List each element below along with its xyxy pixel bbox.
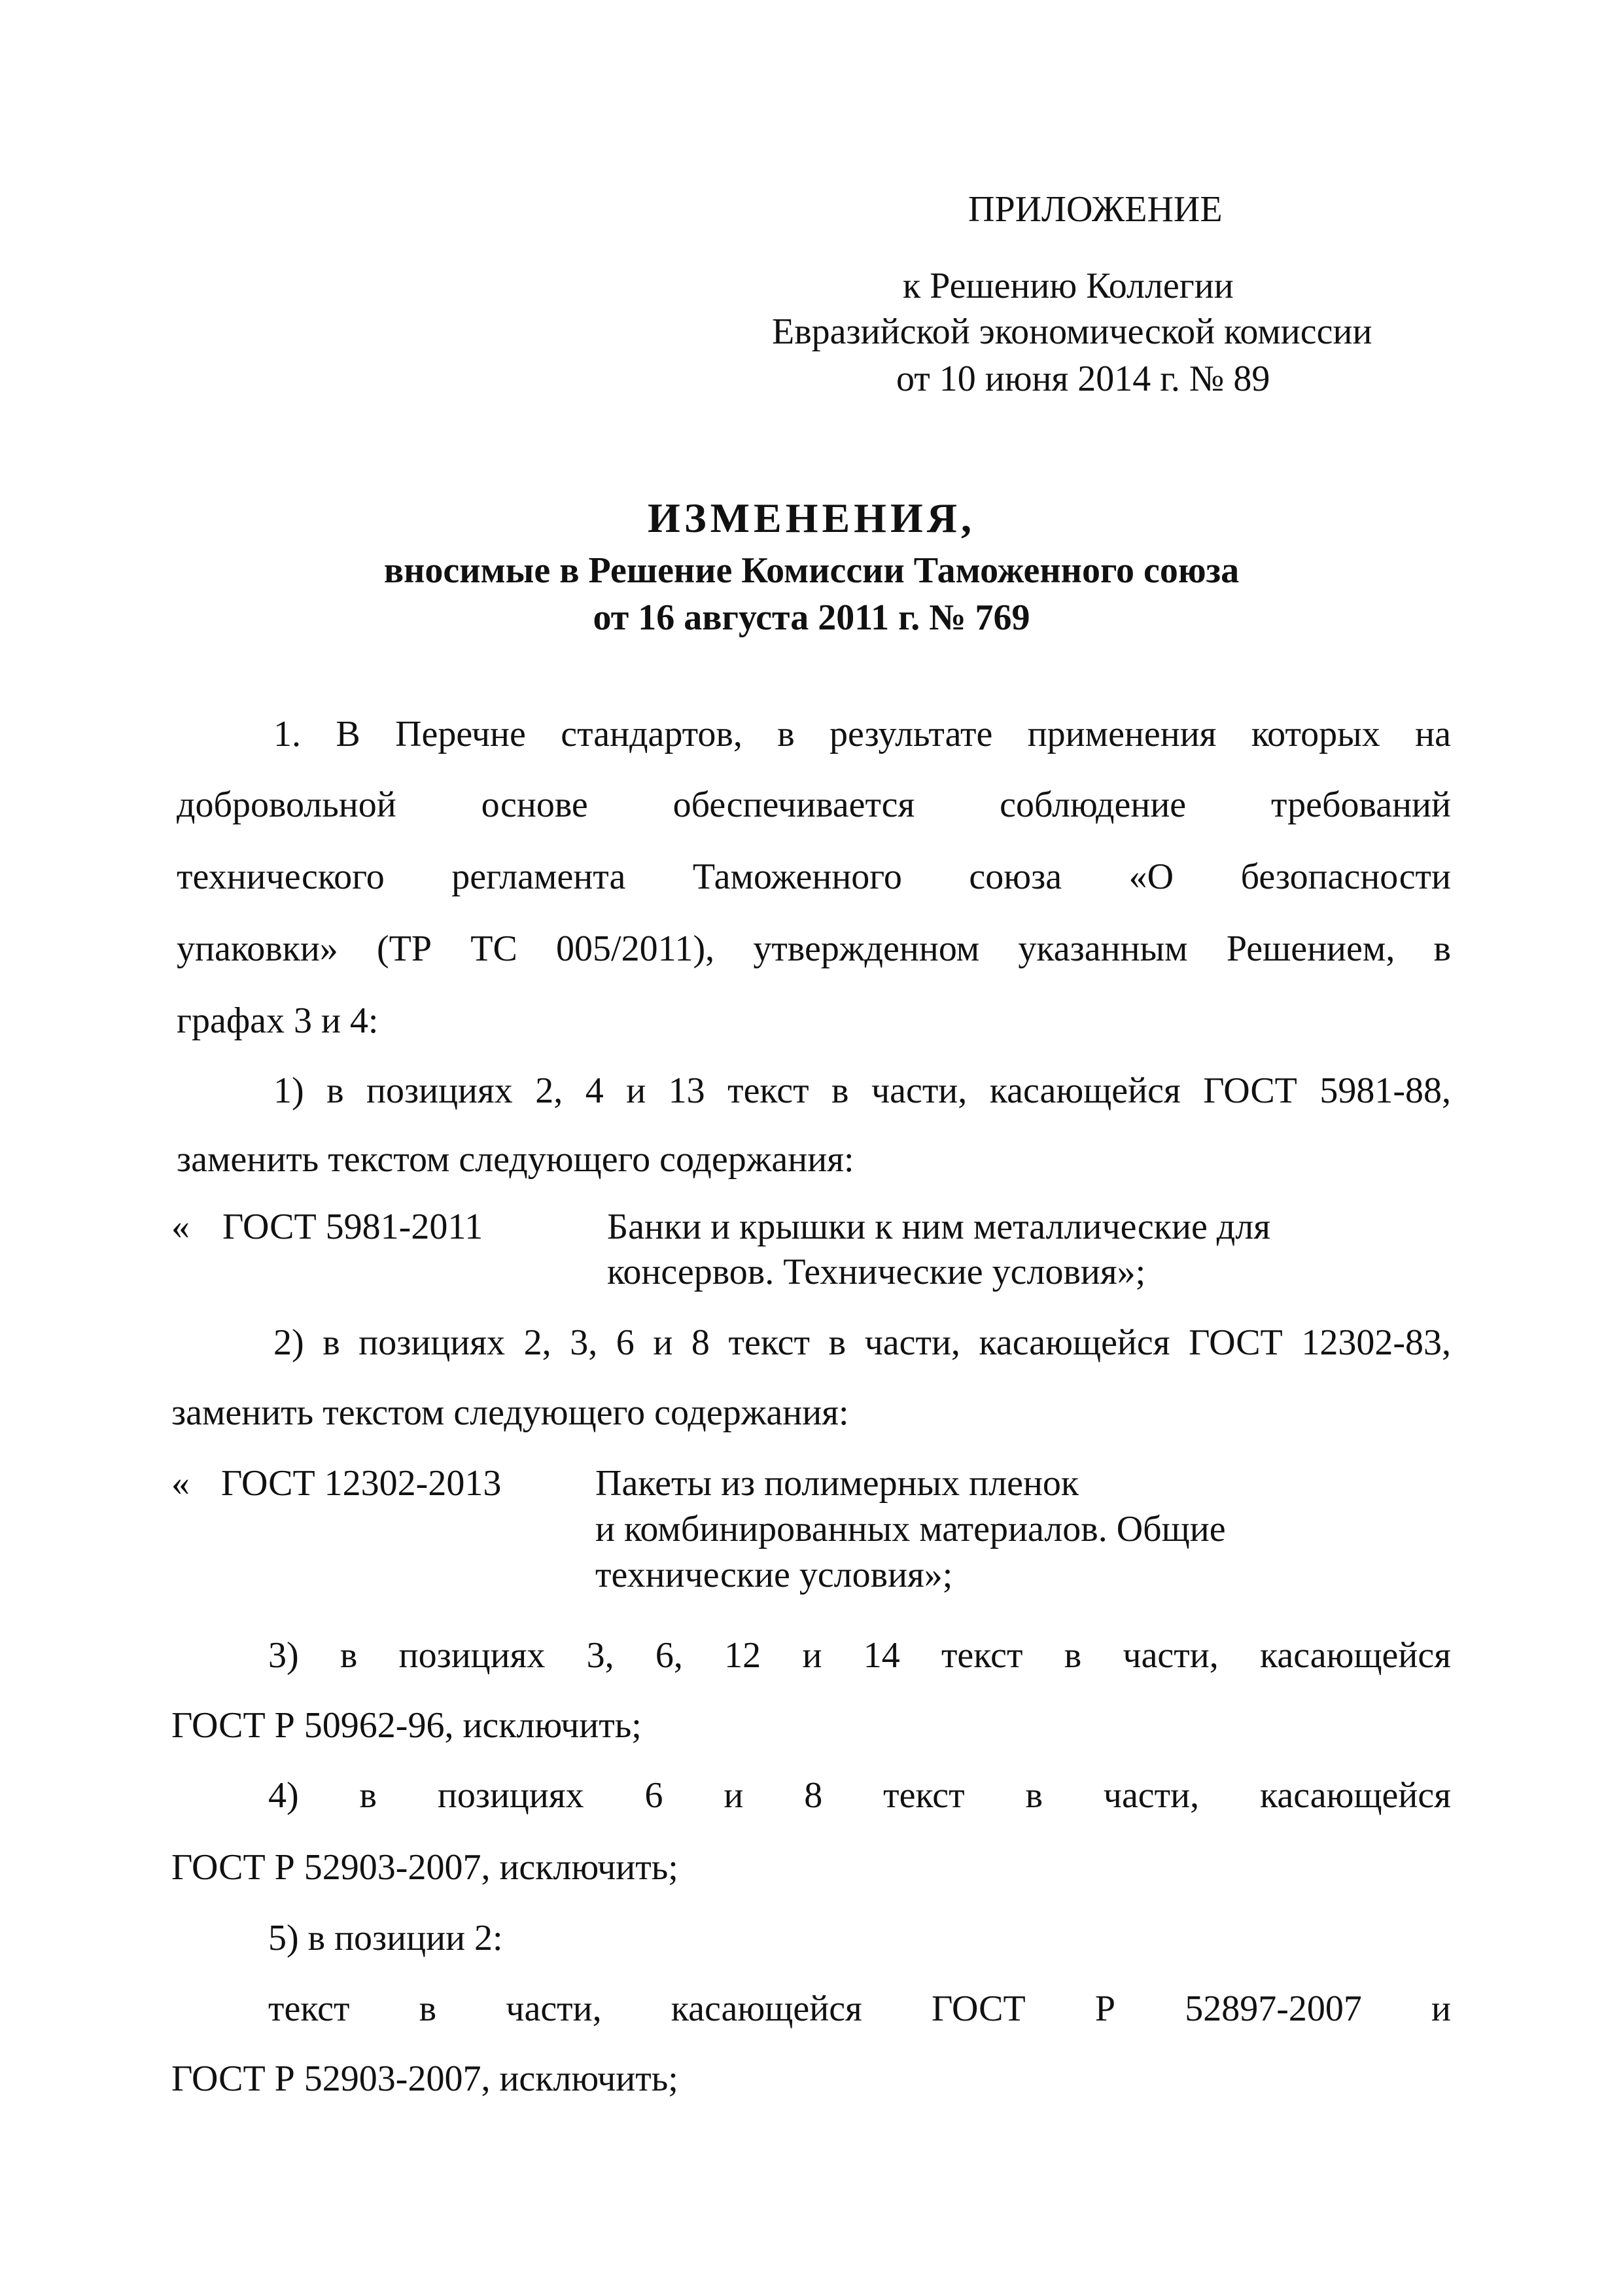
para1-line-1: 1. В Перечне стандартов, в результате применения которых на	[273, 714, 1451, 754]
item1-standard-code: ГОСТ 5981-2011	[222, 1207, 483, 1247]
heading-subtitle-1: вносимые в Решение Комиссии Таможенного союза	[383, 550, 1240, 591]
heading-subtitle-2: от 16 августа 2011 г. № 769	[593, 597, 1030, 638]
item5-line-3: ГОСТ Р 52903-2007, исключить;	[171, 2058, 678, 2099]
annex-line-3: от 10 июня 2014 г. № 89	[896, 359, 1270, 399]
annex-line-2: Евразийской экономической комиссии	[772, 311, 1372, 352]
item3-line-2: ГОСТ Р 50962-96, исключить;	[171, 1705, 642, 1746]
item1-line-2: заменить текстом следующего содержания:	[177, 1139, 854, 1180]
item2-standard-code: ГОСТ 12302-2013	[221, 1463, 502, 1504]
item4-line-2: ГОСТ Р 52903-2007, исключить;	[171, 1847, 678, 1888]
item5-line-2: текст в части, касающейся ГОСТ Р 52897-2007 и	[268, 1988, 1451, 2029]
item2-line-2: заменить текстом следующего содержания:	[171, 1392, 849, 1433]
item1-standard-desc-2: консервов. Технические условия»;	[607, 1252, 1146, 1292]
item2-standard-desc-3: технические условия»;	[595, 1555, 953, 1595]
para1-line-3: технического регламента Таможенного союза «О безопасности	[177, 857, 1451, 897]
item1-standard-desc-1: Банки и крышки к ним металлические для	[607, 1207, 1270, 1247]
heading-title: ИЗМЕНЕНИЯ,	[648, 495, 975, 541]
item2-line-1: 2) в позициях 2, 3, 6 и 8 текст в части, касающейся ГОСТ 12302-83,	[273, 1322, 1451, 1363]
item2-quote-mark: «	[171, 1463, 190, 1504]
item2-standard-desc-1: Пакеты из полимерных пленок	[595, 1463, 1079, 1504]
annex-line-1: к Решению Коллегии	[903, 266, 1234, 306]
item1-quote-mark: «	[171, 1207, 190, 1247]
item2-standard-desc-2: и комбинированных материалов. Общие	[595, 1509, 1226, 1549]
para1-line-4: упаковки» (ТР ТС 005/2011), утвержденном указанным Решением, в	[177, 928, 1451, 969]
item1-line-1: 1) в позициях 2, 4 и 13 текст в части, касающейся ГОСТ 5981-88,	[273, 1070, 1451, 1111]
item4-line-1: 4) в позициях 6 и 8 текст в части, касающейся	[268, 1775, 1451, 1816]
annex-title: ПРИЛОЖЕНИЕ	[968, 189, 1223, 230]
para1-line-5: графах 3 и 4:	[177, 1000, 379, 1041]
item5-line-1: 5) в позиции 2:	[268, 1918, 503, 1958]
para1-line-2: добровольной основе обеспечивается соблюдение требований	[177, 785, 1451, 825]
item3-line-1: 3) в позициях 3, 6, 12 и 14 текст в части, касающейся	[268, 1635, 1451, 1676]
